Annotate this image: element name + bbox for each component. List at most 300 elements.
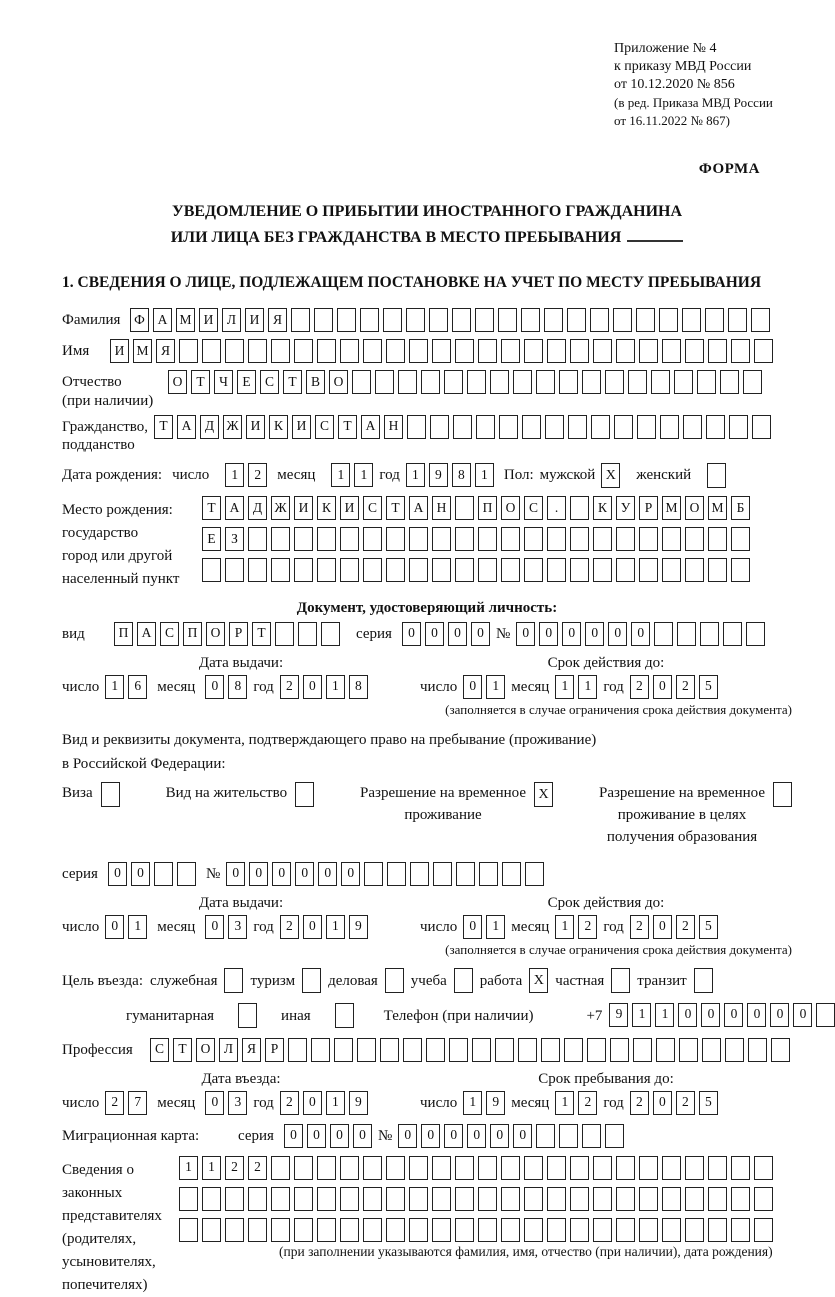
char-cell[interactable]: 2 <box>676 915 695 939</box>
char-cell[interactable] <box>568 415 587 439</box>
char-cell[interactable] <box>547 558 566 582</box>
char-cell[interactable]: Т <box>173 1038 192 1062</box>
char-cell[interactable]: 1 <box>632 1003 651 1027</box>
char-cell[interactable]: 5 <box>699 915 718 939</box>
char-cell[interactable] <box>636 308 655 332</box>
char-cell[interactable]: К <box>593 496 612 520</box>
char-cell[interactable] <box>432 1187 451 1211</box>
char-cell[interactable]: Л <box>222 308 241 332</box>
char-cell[interactable] <box>386 1187 405 1211</box>
char-cell[interactable]: 2 <box>225 1156 244 1180</box>
char-cell[interactable]: Т <box>252 622 271 646</box>
char-cell[interactable]: 0 <box>205 675 224 699</box>
char-cell[interactable] <box>179 1218 198 1242</box>
char-cell[interactable]: И <box>110 339 129 363</box>
char-cell[interactable]: 0 <box>303 675 322 699</box>
char-cell[interactable] <box>605 1124 624 1148</box>
char-cell[interactable] <box>383 308 402 332</box>
char-cell[interactable] <box>317 339 336 363</box>
char-cell[interactable] <box>225 339 244 363</box>
char-cell[interactable]: С <box>160 622 179 646</box>
char-cell[interactable] <box>685 527 704 551</box>
char-cell[interactable]: 1 <box>555 675 574 699</box>
char-cell[interactable]: З <box>225 527 244 551</box>
char-cell[interactable] <box>317 558 336 582</box>
char-cell[interactable] <box>702 1038 721 1062</box>
char-cell[interactable]: 2 <box>248 463 267 487</box>
char-cell[interactable] <box>340 558 359 582</box>
char-cell[interactable]: С <box>315 415 334 439</box>
char-cell[interactable]: О <box>329 370 348 394</box>
char-cell[interactable]: 0 <box>425 622 444 646</box>
char-cell[interactable] <box>659 308 678 332</box>
char-cell[interactable] <box>570 558 589 582</box>
char-cell[interactable]: 1 <box>202 1156 221 1180</box>
char-cell[interactable] <box>731 1156 750 1180</box>
char-cell[interactable] <box>363 1187 382 1211</box>
char-cell[interactable]: 0 <box>724 1003 743 1027</box>
char-cell[interactable] <box>591 415 610 439</box>
char-cell[interactable] <box>754 339 773 363</box>
char-cell[interactable] <box>179 1187 198 1211</box>
char-cell[interactable]: Т <box>338 415 357 439</box>
char-cell[interactable] <box>317 1187 336 1211</box>
char-cell[interactable] <box>225 558 244 582</box>
char-cell[interactable] <box>544 308 563 332</box>
char-cell[interactable] <box>570 1187 589 1211</box>
char-cell[interactable] <box>294 1187 313 1211</box>
char-cell[interactable]: 0 <box>471 622 490 646</box>
char-cell[interactable]: 2 <box>248 1156 267 1180</box>
char-cell[interactable] <box>547 527 566 551</box>
char-cell[interactable]: 2 <box>578 1091 597 1115</box>
char-cell[interactable]: Р <box>265 1038 284 1062</box>
char-cell[interactable]: У <box>616 496 635 520</box>
char-cell[interactable] <box>547 1156 566 1180</box>
char-cell[interactable]: Т <box>386 496 405 520</box>
char-cell[interactable]: 1 <box>331 463 350 487</box>
char-cell[interactable]: В <box>306 370 325 394</box>
char-cell[interactable]: 0 <box>585 622 604 646</box>
char-cell[interactable]: 6 <box>128 675 147 699</box>
char-cell[interactable] <box>248 1218 267 1242</box>
char-cell[interactable] <box>479 862 498 886</box>
char-cell[interactable] <box>616 339 635 363</box>
char-cell[interactable] <box>593 527 612 551</box>
char-cell[interactable] <box>731 339 750 363</box>
char-cell[interactable]: Т <box>202 496 221 520</box>
char-cell[interactable] <box>363 527 382 551</box>
char-cell[interactable] <box>662 1187 681 1211</box>
char-cell[interactable] <box>363 1156 382 1180</box>
char-cell[interactable] <box>685 558 704 582</box>
char-cell[interactable] <box>683 415 702 439</box>
char-cell[interactable]: Ф <box>130 308 149 332</box>
char-cell[interactable] <box>593 1156 612 1180</box>
purpose-tourism-checkbox[interactable] <box>302 968 321 993</box>
char-cell[interactable]: И <box>245 308 264 332</box>
char-cell[interactable] <box>453 415 472 439</box>
char-cell[interactable] <box>708 1218 727 1242</box>
char-cell[interactable]: 8 <box>452 463 471 487</box>
char-cell[interactable] <box>662 1218 681 1242</box>
char-cell[interactable] <box>524 339 543 363</box>
char-cell[interactable] <box>593 1187 612 1211</box>
char-cell[interactable] <box>340 339 359 363</box>
char-cell[interactable] <box>582 1124 601 1148</box>
char-cell[interactable] <box>478 1218 497 1242</box>
char-cell[interactable] <box>754 1187 773 1211</box>
char-cell[interactable]: 2 <box>630 1091 649 1115</box>
char-cell[interactable]: 1 <box>128 915 147 939</box>
char-cell[interactable] <box>407 415 426 439</box>
char-cell[interactable] <box>564 1038 583 1062</box>
char-cell[interactable] <box>421 370 440 394</box>
char-cell[interactable] <box>476 415 495 439</box>
char-cell[interactable] <box>225 1187 244 1211</box>
char-cell[interactable] <box>294 558 313 582</box>
char-cell[interactable]: И <box>246 415 265 439</box>
char-cell[interactable] <box>610 1038 629 1062</box>
char-cell[interactable] <box>455 558 474 582</box>
char-cell[interactable] <box>748 1038 767 1062</box>
char-cell[interactable]: И <box>199 308 218 332</box>
char-cell[interactable]: 1 <box>326 915 345 939</box>
char-cell[interactable]: 0 <box>653 675 672 699</box>
char-cell[interactable]: 0 <box>303 915 322 939</box>
char-cell[interactable] <box>605 370 624 394</box>
char-cell[interactable] <box>628 370 647 394</box>
char-cell[interactable]: 0 <box>631 622 650 646</box>
char-cell[interactable] <box>729 415 748 439</box>
char-cell[interactable] <box>364 862 383 886</box>
sex-female-checkbox[interactable] <box>707 463 726 488</box>
purpose-business-checkbox[interactable] <box>385 968 404 993</box>
char-cell[interactable]: С <box>150 1038 169 1062</box>
char-cell[interactable] <box>337 308 356 332</box>
char-cell[interactable]: 0 <box>307 1124 326 1148</box>
char-cell[interactable] <box>547 339 566 363</box>
char-cell[interactable]: 0 <box>421 1124 440 1148</box>
char-cell[interactable] <box>616 1218 635 1242</box>
char-cell[interactable] <box>380 1038 399 1062</box>
char-cell[interactable] <box>723 622 742 646</box>
char-cell[interactable]: 2 <box>676 1091 695 1115</box>
char-cell[interactable]: 0 <box>402 622 421 646</box>
char-cell[interactable] <box>386 1156 405 1180</box>
char-cell[interactable]: 0 <box>330 1124 349 1148</box>
char-cell[interactable] <box>478 1187 497 1211</box>
char-cell[interactable] <box>525 862 544 886</box>
char-cell[interactable] <box>271 558 290 582</box>
char-cell[interactable]: 5 <box>699 1091 718 1115</box>
char-cell[interactable] <box>202 1218 221 1242</box>
char-cell[interactable] <box>746 622 765 646</box>
char-cell[interactable] <box>656 1038 675 1062</box>
char-cell[interactable] <box>559 370 578 394</box>
char-cell[interactable]: 0 <box>467 1124 486 1148</box>
char-cell[interactable] <box>547 1218 566 1242</box>
char-cell[interactable] <box>352 370 371 394</box>
char-cell[interactable] <box>386 339 405 363</box>
char-cell[interactable] <box>731 1218 750 1242</box>
char-cell[interactable]: 1 <box>225 463 244 487</box>
purpose-work-checkbox[interactable]: X <box>529 968 548 993</box>
char-cell[interactable] <box>478 339 497 363</box>
char-cell[interactable] <box>616 527 635 551</box>
char-cell[interactable] <box>410 862 429 886</box>
char-cell[interactable] <box>202 558 221 582</box>
char-cell[interactable]: 1 <box>486 915 505 939</box>
char-cell[interactable] <box>501 527 520 551</box>
char-cell[interactable] <box>639 1218 658 1242</box>
char-cell[interactable]: 0 <box>490 1124 509 1148</box>
char-cell[interactable] <box>271 1156 290 1180</box>
char-cell[interactable] <box>386 527 405 551</box>
char-cell[interactable] <box>593 558 612 582</box>
char-cell[interactable] <box>248 339 267 363</box>
char-cell[interactable]: М <box>133 339 152 363</box>
char-cell[interactable]: М <box>176 308 195 332</box>
char-cell[interactable]: П <box>478 496 497 520</box>
char-cell[interactable] <box>467 370 486 394</box>
char-cell[interactable] <box>177 862 196 886</box>
char-cell[interactable]: О <box>501 496 520 520</box>
char-cell[interactable]: 2 <box>578 915 597 939</box>
char-cell[interactable]: 0 <box>562 622 581 646</box>
char-cell[interactable] <box>816 1003 835 1027</box>
char-cell[interactable]: А <box>137 622 156 646</box>
char-cell[interactable] <box>311 1038 330 1062</box>
char-cell[interactable]: С <box>363 496 382 520</box>
char-cell[interactable]: 9 <box>486 1091 505 1115</box>
char-cell[interactable] <box>490 370 509 394</box>
char-cell[interactable]: . <box>547 496 566 520</box>
char-cell[interactable] <box>708 1156 727 1180</box>
char-cell[interactable]: 0 <box>747 1003 766 1027</box>
char-cell[interactable]: Я <box>156 339 175 363</box>
char-cell[interactable] <box>248 1187 267 1211</box>
char-cell[interactable] <box>363 1218 382 1242</box>
char-cell[interactable] <box>654 622 673 646</box>
char-cell[interactable]: 2 <box>280 1091 299 1115</box>
char-cell[interactable]: 9 <box>609 1003 628 1027</box>
char-cell[interactable]: 0 <box>398 1124 417 1148</box>
char-cell[interactable] <box>202 1187 221 1211</box>
char-cell[interactable]: 1 <box>578 675 597 699</box>
char-cell[interactable]: М <box>662 496 681 520</box>
purpose-study-checkbox[interactable] <box>454 968 473 993</box>
char-cell[interactable] <box>662 558 681 582</box>
char-cell[interactable] <box>637 415 656 439</box>
char-cell[interactable] <box>360 308 379 332</box>
char-cell[interactable] <box>522 415 541 439</box>
char-cell[interactable]: 0 <box>444 1124 463 1148</box>
char-cell[interactable] <box>700 622 719 646</box>
char-cell[interactable] <box>524 1218 543 1242</box>
char-cell[interactable] <box>728 308 747 332</box>
char-cell[interactable] <box>432 339 451 363</box>
char-cell[interactable]: 7 <box>128 1091 147 1115</box>
char-cell[interactable] <box>731 1187 750 1211</box>
temporary-residence-checkbox[interactable]: X <box>534 782 553 807</box>
char-cell[interactable] <box>340 1187 359 1211</box>
char-cell[interactable] <box>614 415 633 439</box>
char-cell[interactable] <box>616 1156 635 1180</box>
char-cell[interactable] <box>501 1218 520 1242</box>
char-cell[interactable] <box>225 1218 244 1242</box>
char-cell[interactable] <box>662 527 681 551</box>
char-cell[interactable]: И <box>294 496 313 520</box>
temporary-residence-education-checkbox[interactable] <box>773 782 792 807</box>
char-cell[interactable] <box>340 1156 359 1180</box>
char-cell[interactable] <box>593 339 612 363</box>
char-cell[interactable] <box>363 339 382 363</box>
char-cell[interactable]: 1 <box>655 1003 674 1027</box>
char-cell[interactable]: 0 <box>226 862 245 886</box>
char-cell[interactable] <box>708 1187 727 1211</box>
char-cell[interactable] <box>559 1124 578 1148</box>
char-cell[interactable]: Р <box>639 496 658 520</box>
char-cell[interactable] <box>271 1218 290 1242</box>
char-cell[interactable] <box>587 1038 606 1062</box>
char-cell[interactable]: 2 <box>630 675 649 699</box>
char-cell[interactable] <box>513 370 532 394</box>
char-cell[interactable]: Н <box>384 415 403 439</box>
purpose-official-checkbox[interactable] <box>224 968 243 993</box>
char-cell[interactable] <box>752 415 771 439</box>
char-cell[interactable] <box>720 370 739 394</box>
char-cell[interactable]: С <box>260 370 279 394</box>
char-cell[interactable]: 0 <box>272 862 291 886</box>
char-cell[interactable]: 0 <box>793 1003 812 1027</box>
char-cell[interactable] <box>705 308 724 332</box>
char-cell[interactable] <box>731 558 750 582</box>
char-cell[interactable]: Т <box>283 370 302 394</box>
char-cell[interactable] <box>725 1038 744 1062</box>
char-cell[interactable] <box>697 370 716 394</box>
char-cell[interactable]: Я <box>242 1038 261 1062</box>
char-cell[interactable] <box>409 1218 428 1242</box>
char-cell[interactable] <box>387 862 406 886</box>
char-cell[interactable] <box>432 527 451 551</box>
char-cell[interactable]: 2 <box>105 1091 124 1115</box>
char-cell[interactable]: А <box>225 496 244 520</box>
char-cell[interactable]: 2 <box>630 915 649 939</box>
char-cell[interactable] <box>409 339 428 363</box>
char-cell[interactable] <box>685 1156 704 1180</box>
char-cell[interactable] <box>524 527 543 551</box>
char-cell[interactable] <box>662 339 681 363</box>
char-cell[interactable] <box>455 339 474 363</box>
char-cell[interactable] <box>570 527 589 551</box>
char-cell[interactable]: 1 <box>326 1091 345 1115</box>
char-cell[interactable] <box>202 339 221 363</box>
char-cell[interactable]: И <box>340 496 359 520</box>
char-cell[interactable] <box>593 1218 612 1242</box>
char-cell[interactable] <box>452 308 471 332</box>
char-cell[interactable] <box>340 1218 359 1242</box>
char-cell[interactable] <box>541 1038 560 1062</box>
char-cell[interactable] <box>570 496 589 520</box>
char-cell[interactable]: 0 <box>295 862 314 886</box>
char-cell[interactable] <box>409 1156 428 1180</box>
char-cell[interactable] <box>357 1038 376 1062</box>
char-cell[interactable] <box>409 527 428 551</box>
char-cell[interactable] <box>386 558 405 582</box>
char-cell[interactable]: 0 <box>701 1003 720 1027</box>
char-cell[interactable] <box>524 1156 543 1180</box>
char-cell[interactable]: А <box>153 308 172 332</box>
char-cell[interactable] <box>478 558 497 582</box>
char-cell[interactable]: 0 <box>678 1003 697 1027</box>
char-cell[interactable]: К <box>317 496 336 520</box>
char-cell[interactable] <box>754 1156 773 1180</box>
sex-male-checkbox[interactable]: X <box>601 463 620 488</box>
char-cell[interactable] <box>294 1218 313 1242</box>
char-cell[interactable]: О <box>206 622 225 646</box>
char-cell[interactable] <box>590 308 609 332</box>
residence-permit-checkbox[interactable] <box>295 782 314 807</box>
purpose-other-checkbox[interactable] <box>335 1003 354 1028</box>
char-cell[interactable] <box>570 339 589 363</box>
char-cell[interactable] <box>429 308 448 332</box>
char-cell[interactable]: К <box>269 415 288 439</box>
char-cell[interactable] <box>375 370 394 394</box>
char-cell[interactable] <box>499 415 518 439</box>
char-cell[interactable]: 3 <box>228 915 247 939</box>
char-cell[interactable] <box>708 558 727 582</box>
char-cell[interactable] <box>679 1038 698 1062</box>
char-cell[interactable] <box>633 1038 652 1062</box>
char-cell[interactable] <box>430 415 449 439</box>
char-cell[interactable]: 9 <box>349 915 368 939</box>
char-cell[interactable] <box>498 308 517 332</box>
char-cell[interactable] <box>570 1218 589 1242</box>
char-cell[interactable] <box>706 415 725 439</box>
char-cell[interactable]: 1 <box>326 675 345 699</box>
char-cell[interactable] <box>317 1156 336 1180</box>
char-cell[interactable]: Д <box>248 496 267 520</box>
char-cell[interactable] <box>432 1156 451 1180</box>
char-cell[interactable] <box>685 1187 704 1211</box>
char-cell[interactable] <box>501 1187 520 1211</box>
char-cell[interactable]: С <box>524 496 543 520</box>
char-cell[interactable]: Ж <box>271 496 290 520</box>
char-cell[interactable]: О <box>196 1038 215 1062</box>
char-cell[interactable] <box>501 558 520 582</box>
char-cell[interactable]: И <box>292 415 311 439</box>
char-cell[interactable] <box>433 862 452 886</box>
char-cell[interactable]: 0 <box>353 1124 372 1148</box>
char-cell[interactable] <box>674 370 693 394</box>
char-cell[interactable] <box>521 308 540 332</box>
char-cell[interactable]: 0 <box>105 915 124 939</box>
char-cell[interactable]: 0 <box>205 915 224 939</box>
char-cell[interactable] <box>685 1218 704 1242</box>
char-cell[interactable] <box>154 862 173 886</box>
char-cell[interactable] <box>660 415 679 439</box>
char-cell[interactable] <box>570 1156 589 1180</box>
char-cell[interactable] <box>291 308 310 332</box>
char-cell[interactable]: Д <box>200 415 219 439</box>
char-cell[interactable] <box>731 527 750 551</box>
char-cell[interactable] <box>547 1187 566 1211</box>
char-cell[interactable]: П <box>183 622 202 646</box>
char-cell[interactable] <box>682 308 701 332</box>
char-cell[interactable] <box>502 862 521 886</box>
char-cell[interactable] <box>771 1038 790 1062</box>
